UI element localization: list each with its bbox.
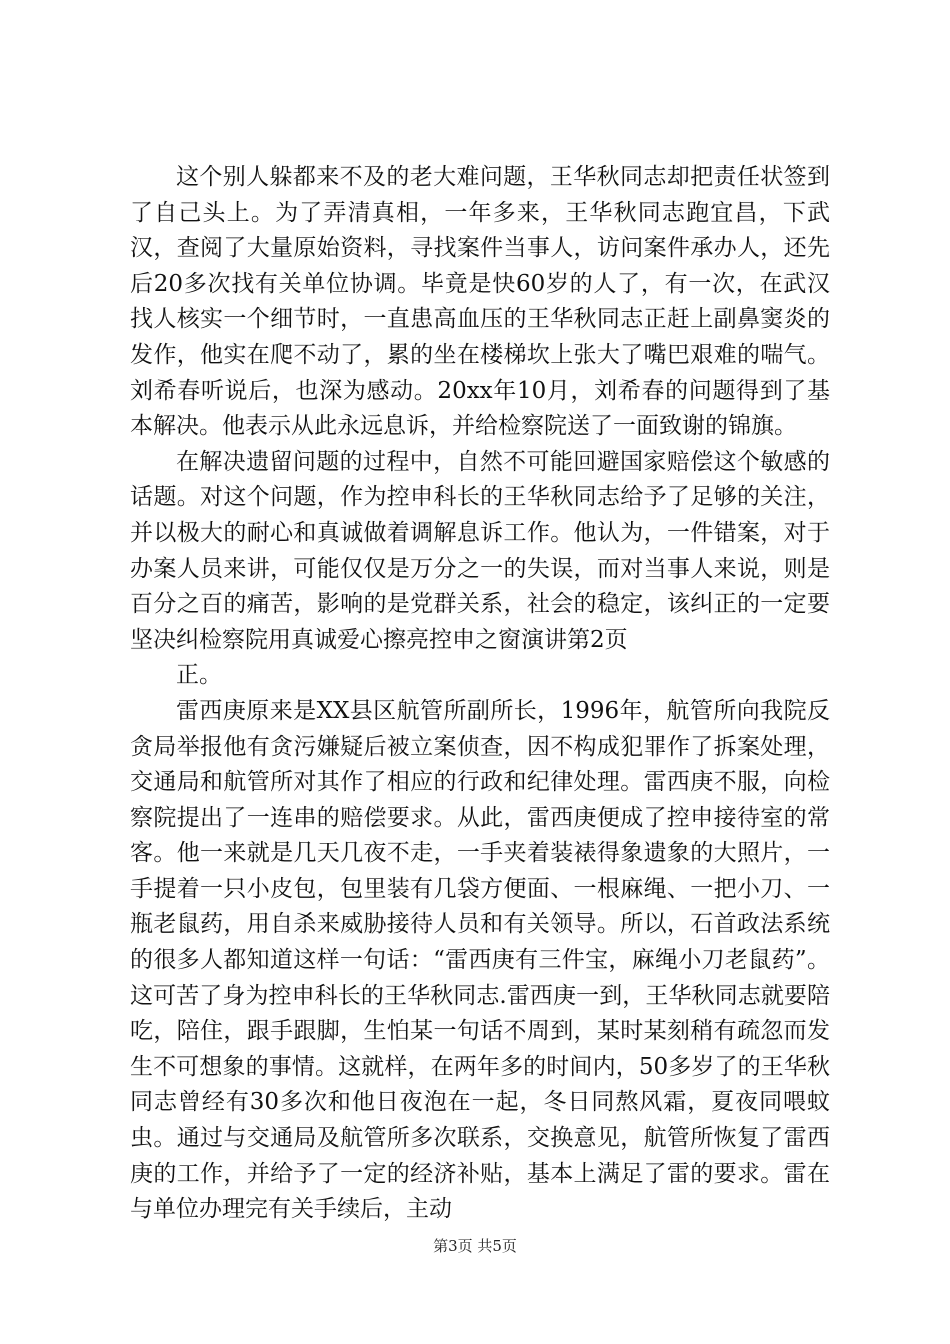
paragraph-1: 这个别人躲都来不及的老大难问题，王华秋同志却把责任状签到了自己头上。为了弄清真相，一年多来，王华秋同志跑宜昌，下武汉，查阅了大量原始资料，寻找案件当事人，访问案件承办人，还先后20多次找有关单位协调。毕竟是快60岁的人了，有一次，在武汉找人核实一个细节时，一直患高血压的王华秋同志正赶上副鼻窦炎的发作，他实在爬不动了，累的坐在楼梯坎上张大了嘴巴艰难的喘气。刘希春听说后，也深为感动。20xx年10月，刘希春的问题得到了基本解决。他表示从此永远息诉，并给检察院送了一面致谢的锦旗。 — [130, 164, 830, 440]
paragraph-2: 在解决遗留问题的过程中，自然不可能回避国家赔偿这个敏感的话题。对这个问题，作为控申科长的王华秋同志给予了足够的关注，并以极大的耐心和真诚做着调解息诉工作。他认为，一件错案，对于办案人员来讲，可能仅仅是万分之一的失误，而对当事人来说，则是百分之百的痛苦，影响的是党群关系，社会的稳定，该纠正的一定要坚决纠检察院用真诚爱心擦亮控申之窗演讲第2页 — [130, 448, 830, 653]
paragraph-3: 正。 — [176, 662, 222, 689]
document-body — [130, 160, 830, 1228]
paragraph-4: 雷西庚原来是XX县区航管所副所长，1996年，航管所向我院反贪局举报他有贪污嫌疑后被立案侦查，因不构成犯罪作了拆案处理，交通局和航管所对其作了相应的行政和纪律处理。雷西庚不服，向检察院提出了一连串的赔偿要求。从此，雷西庚便成了控申接待室的常客。他一来就是几天几夜不走，一手夹着装裱得象遗象的大照片，一手提着一只小皮包，包里装有几袋方便面、一根麻绳、一把小刀、一瓶老鼠药，用自杀来威胁接待人员和有关领导。所以，石首政法系统的很多人都知道这样一句话：“雷西庚有三件宝，麻绳小刀老鼠药”。这可苦了身为控申科长的王华秋同志.雷西庚一到，王华秋同志就要陪吃，陪住，跟手跟脚，生怕某一句话不周到，某时某刻稍有疏忽而发生不可想象的事情。这就样，在两年多的时间内，50多岁了的王华秋同志曾经有30多次和他日夜泡在一起，冬日同熬风霜，夏夜同喂蚊虫。通过与交通局及航管所多次联系，交换意见，航管所恢复了雷西庚的工作，并给予了一定的经济补贴，基本上满足了雷的要求。雷在与单位办理完有关手续后，主动 — [130, 697, 830, 1223]
page-footer — [0, 1235, 950, 1256]
page-number: 第3页 共5页 — [433, 1237, 517, 1255]
